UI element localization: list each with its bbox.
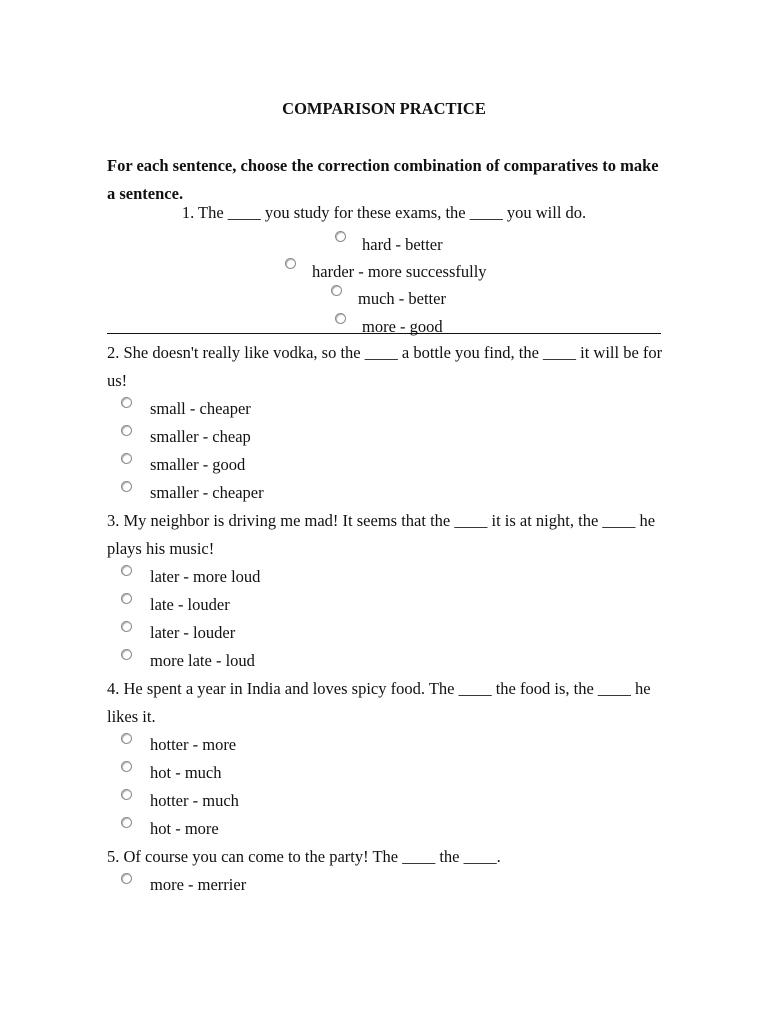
radio-button[interactable]: [121, 873, 132, 884]
question-4-text: 4. He spent a year in India and loves spicy food. The ____ the food is, the ____ he likes it.: [107, 679, 651, 726]
option-label: hotter - more: [150, 735, 237, 754]
radio-button[interactable]: [121, 621, 132, 632]
option-label: hard - better: [362, 235, 443, 254]
question-2-text: 2. She doesn't really like vodka, so the ____ a bottle you find, the ____ it will be for us!: [107, 343, 663, 390]
radio-button[interactable]: [121, 565, 132, 576]
question-5-text: 5. Of course you can come to the party! The ____ the ____.: [107, 847, 501, 866]
question-3-text: 3. My neighbor is driving me mad! It seems that the ____ it is at night, the ____ he plays his music!: [107, 511, 656, 558]
option-label: hot - more: [150, 819, 219, 838]
radio-button[interactable]: [121, 481, 132, 492]
question-1-text: 1. The ____ you study for these exams, the ____ you will do.: [181, 203, 587, 222]
radio-button[interactable]: [121, 593, 132, 604]
option-label: harder - more successfully: [312, 262, 487, 281]
option-label: hotter - much: [150, 791, 239, 810]
option-label: more - good: [362, 317, 443, 336]
radio-button[interactable]: [121, 425, 132, 436]
radio-button[interactable]: [121, 649, 132, 660]
radio-button[interactable]: [121, 397, 132, 408]
option-label: more late - loud: [150, 651, 255, 670]
page-title: COMPARISON PRACTICE: [282, 99, 486, 118]
option-label: hot - much: [150, 763, 222, 782]
option-label: later - more loud: [150, 567, 261, 586]
radio-button[interactable]: [285, 258, 296, 269]
radio-button[interactable]: [121, 789, 132, 800]
radio-button[interactable]: [335, 313, 346, 324]
radio-button[interactable]: [121, 733, 132, 744]
option-label: smaller - good: [150, 455, 246, 474]
divider: [107, 333, 661, 334]
radio-button[interactable]: [335, 231, 346, 242]
option-label: more - merrier: [150, 875, 247, 894]
instructions: For each sentence, choose the correction combination of comparatives to make a sentence.: [107, 156, 659, 203]
option-label: smaller - cheap: [150, 427, 251, 446]
option-label: later - louder: [150, 623, 236, 642]
radio-button[interactable]: [121, 761, 132, 772]
option-label: late - louder: [150, 595, 230, 614]
radio-button[interactable]: [121, 817, 132, 828]
option-label: small - cheaper: [150, 399, 251, 418]
radio-button[interactable]: [331, 285, 342, 296]
radio-button[interactable]: [121, 453, 132, 464]
option-label: smaller - cheaper: [150, 483, 264, 502]
option-label: much - better: [358, 289, 446, 308]
